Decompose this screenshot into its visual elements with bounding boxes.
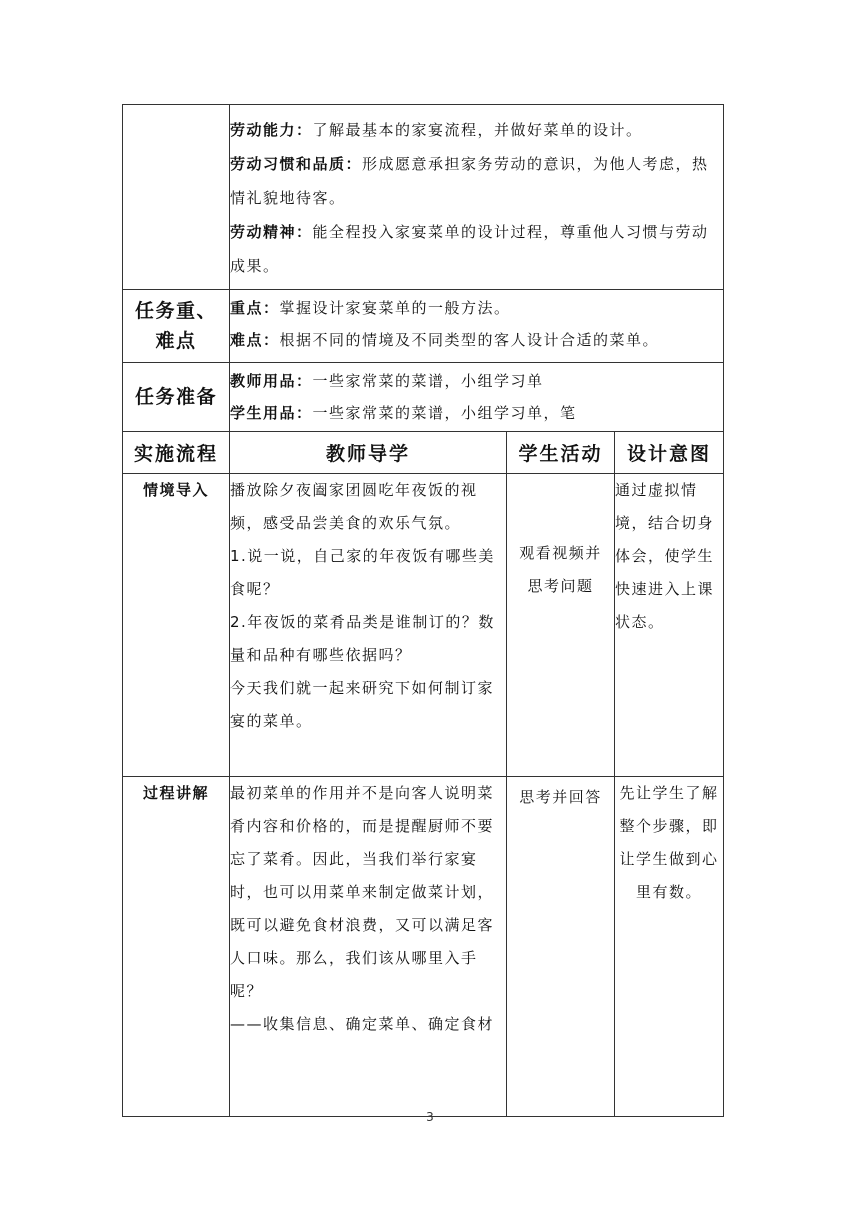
objectives-row — [123, 105, 724, 290]
difficult-point: 难点：根据不同的情境及不同类型的客人设计合适的菜单。 — [230, 331, 660, 349]
student-activity-cell: 观看视频并思考问题 — [507, 474, 615, 777]
header-design-intent: 设计意图 — [615, 432, 724, 474]
header-teacher-guide: 教师导学 — [230, 432, 507, 474]
objective-labor-spirit: 劳动精神：能全程投入家宴菜单的设计过程，尊重他人习惯与劳动成果。 — [230, 223, 709, 275]
student-supplies: 学生用品：一些家常菜的菜谱，小组学习单，笔 — [230, 404, 577, 422]
table-row — [123, 777, 724, 1117]
prep-cell — [230, 363, 724, 432]
stage-cell: 情境导入 — [123, 474, 230, 777]
prep-label: 任务准备 — [123, 363, 230, 432]
teacher-paragraph: 今天我们就一起来研究下如何制订家宴的菜单。 — [230, 679, 495, 730]
objectives-cell — [230, 105, 724, 290]
focus-label: 任务重、难点 — [123, 290, 230, 363]
teacher-paragraph: 播放除夕夜阖家团圆吃年夜饭的视频，感受品尝美食的欢乐气氛。 — [230, 481, 478, 532]
table-row — [123, 474, 724, 777]
student-activity-cell: 思考并回答 — [507, 777, 615, 1117]
teacher-paragraph: ——收集信息、确定菜单、确定食材 — [230, 1015, 495, 1033]
teacher-paragraph: 最初菜单的作用并不是向客人说明菜肴内容和价格的，而是提醒厨师不要忘了菜肴。因此，当我们举行家宴时，也可以用菜单来制定做菜计划，既可以避免食材浪费，又可以满足客人口味。那么，我们该从哪里入手呢？ — [230, 784, 495, 1000]
teacher-paragraph: 1.说一说，自己家的年夜饭有哪些美食呢？ — [230, 547, 495, 598]
design-intent-cell: 先让学生了解整个步骤，即让学生做到心里有数。 — [615, 777, 724, 1117]
objectives-label-cell — [123, 105, 230, 290]
teacher-supplies: 教师用品：一些家常菜的菜谱，小组学习单 — [230, 372, 544, 390]
teacher-paragraph: 2.年夜饭的菜肴品类是谁制订的？数量和品种有哪些依据吗？ — [230, 613, 495, 664]
teacher-guide-cell — [230, 474, 507, 777]
objective-labor-habit: 劳动习惯和品质：形成愿意承担家务劳动的意识，为他人考虑，热情礼貌地待客。 — [230, 155, 709, 207]
header-row — [123, 432, 724, 474]
key-point: 重点：掌握设计家宴菜单的一般方法。 — [230, 299, 511, 317]
header-student-activity: 学生活动 — [507, 432, 615, 474]
design-intent-cell: 通过虚拟情境，结合切身体会，使学生快速进入上课状态。 — [615, 474, 724, 777]
objective-labor-ability: 劳动能力：了解最基本的家宴流程，并做好菜单的设计。 — [230, 121, 643, 139]
focus-row — [123, 290, 724, 363]
page-number: 3 — [426, 1110, 434, 1124]
stage-cell: 过程讲解 — [123, 777, 230, 1117]
lesson-plan-table — [122, 104, 724, 1117]
header-process: 实施流程 — [123, 432, 230, 474]
focus-cell — [230, 290, 724, 363]
prep-row — [123, 363, 724, 432]
teacher-guide-cell — [230, 777, 507, 1117]
